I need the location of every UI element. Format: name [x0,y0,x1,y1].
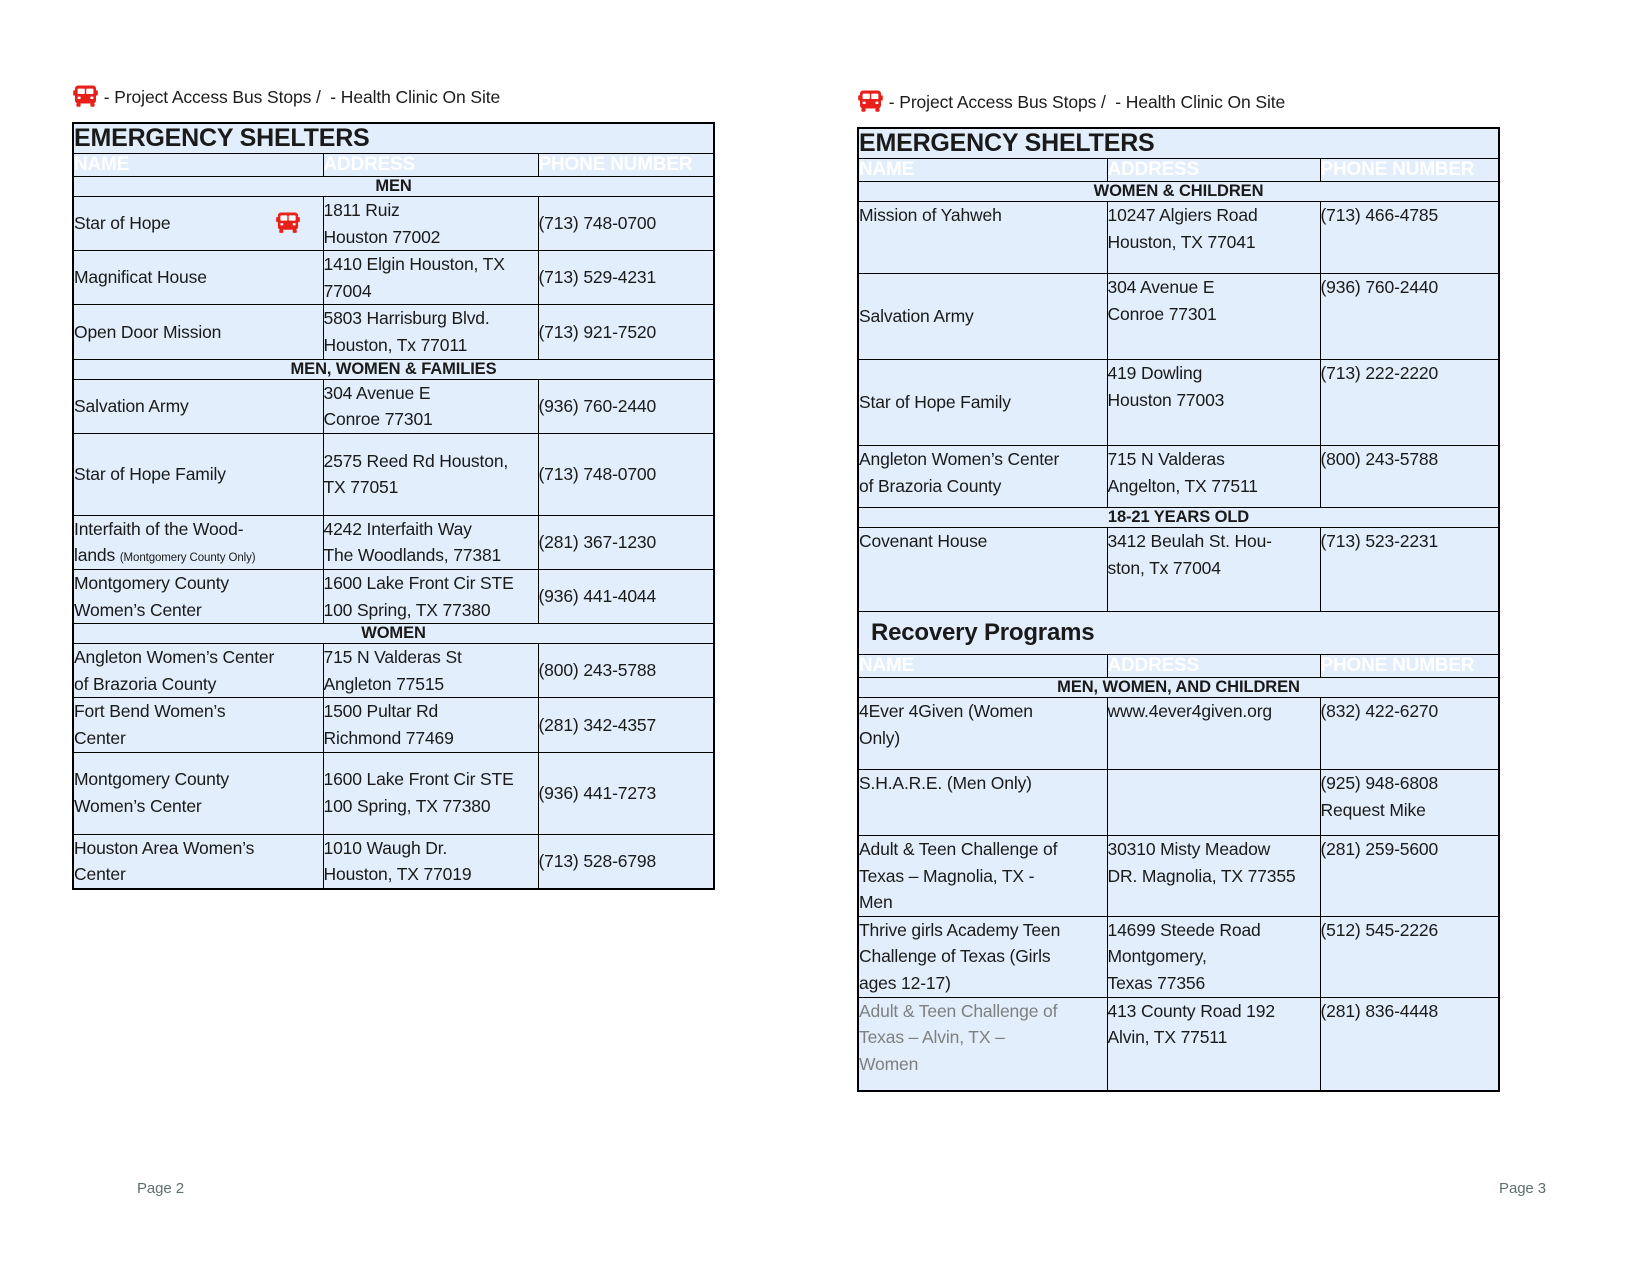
address-line: 1410 Elgin Houston, TX [323,254,505,275]
program-address [1107,698,1320,770]
table-title: EMERGENCY SHELTERS [73,123,714,154]
shelter-name: Salvation Army [73,379,323,433]
address-line: 77004 [323,280,372,301]
program-name-line: Adult & Teen Challenge of [859,839,1058,859]
section-heading-men: MEN [73,177,714,197]
address-line: Angleton 77515 [323,673,445,694]
shelter-address [323,698,538,752]
program-phone: (832) 422-6270 [1320,698,1499,770]
program-name [858,836,1107,917]
column-header-phone: PHONE NUMBER [538,154,714,177]
table-row [858,698,1499,770]
page-3 [825,0,1650,1275]
page-footer-2: Page 2 [137,1180,184,1197]
shelter-phone: (281) 342-4357 [538,698,714,752]
section-heading-women: WOMEN [73,624,714,644]
section-header-row [858,678,1499,698]
address-line: 10247 Algiers Road [1107,205,1258,225]
address-line: 1500 Pultar Rd [323,701,439,722]
shelter-name-text: Star of Hope [74,213,171,234]
shelter-address [323,752,538,834]
program-name: S.H.A.R.E. (Men Only) [858,770,1107,836]
table-row [73,834,714,889]
address-line: 5803 Harrisburg Blvd. [323,308,490,329]
recovery-programs-title: Recovery Programs [858,612,1499,655]
shelter-phone: (281) 367-1230 [538,515,714,569]
column-header-name: NAME [858,159,1107,182]
address-line: The Woodlands, 77381 [323,545,502,566]
legend-line [857,85,1650,119]
shelter-name-line: Houston Area Women’s [74,837,255,858]
section-heading-women-children: WOMEN & CHILDREN [858,182,1499,202]
section-header-row [73,177,714,197]
program-name-line: Women [859,1053,919,1074]
shelter-address [323,834,538,889]
program-name-line: Texas – Alvin, TX – [859,1027,1005,1048]
program-address [1107,770,1320,836]
program-address [1107,836,1320,917]
shelter-address [1107,274,1320,360]
shelter-name-line: Interfaith of the Wood- [74,518,244,539]
program-name-line: ages 12-17) [859,972,951,993]
section-heading-men-women-and-children: MEN, WOMEN, AND CHILDREN [858,678,1499,698]
shelter-phone: (713) 523-2231 [1320,528,1499,612]
column-header-phone: PHONE NUMBER [1320,159,1499,182]
address-line: DR. Magnolia, TX 77355 [1107,865,1296,886]
address-line: 1811 Ruiz [323,200,400,220]
shelter-phone: (800) 243-5788 [1320,446,1499,508]
shelter-phone: (936) 441-7273 [538,752,714,834]
shelter-name [73,834,323,889]
address-line: Richmond 77469 [323,727,454,748]
shelter-address [323,644,538,698]
address-line: Texas 77356 [1107,972,1206,993]
section-header-row [858,508,1499,528]
shelter-name [73,644,323,698]
program-address [1107,997,1320,1091]
address-line: 1010 Waugh Dr. [323,837,448,858]
program-phone [1320,770,1499,836]
program-name-line: Only) [859,727,901,748]
address-line: 715 N Valderas [1107,449,1225,469]
shelter-address [323,433,538,515]
shelter-phone: (800) 243-5788 [538,644,714,698]
address-line: Houston 77002 [323,226,441,247]
program-name-line: Challenge of Texas (Girls [859,946,1051,967]
address-line: 1600 Lake Front Cir STE [323,769,514,790]
section-header-row [73,359,714,379]
phone-note: Request Mike [1320,799,1426,820]
address-line: TX 77051 [323,477,399,498]
shelter-name [73,698,323,752]
address-line: 419 Dowling [1107,363,1203,383]
table-row [73,515,714,569]
shelter-name-line: Center [74,727,126,748]
shelter-name-note: (Montgomery County Only) [119,552,256,565]
shelter-phone: (713) 528-6798 [538,834,714,889]
address-line: 2575 Reed Rd Houston, [323,450,509,471]
shelter-phone: (936) 760-2440 [538,379,714,433]
program-name-line: Men [859,892,893,913]
shelter-name-line: Montgomery County [74,572,230,593]
shelter-address [323,569,538,623]
address-line: 1600 Lake Front Cir STE [323,572,514,593]
shelter-address [323,197,538,251]
address-line: Angelton, TX 77511 [1107,475,1258,496]
shelter-name: Covenant House [858,528,1107,612]
page-footer-3: Page 3 [1499,1180,1546,1197]
shelter-phone: (936) 760-2440 [1320,274,1499,360]
shelter-address [323,251,538,305]
section-header-row [73,624,714,644]
shelter-phone: (713) 921-7520 [538,305,714,359]
shelter-name-line: lands [74,545,116,566]
shelter-phone: (713) 748-0700 [538,197,714,251]
table-row [73,752,714,834]
table-row [73,569,714,623]
address-line: Houston, TX 77041 [1107,231,1256,252]
shelter-name-line: Angleton Women’s Center [74,647,275,668]
phone-line: (925) 948-6808 [1320,773,1439,793]
table-row [858,997,1499,1091]
table-row [858,770,1499,836]
shelter-name-line: Women’s Center [74,599,202,620]
table-row [858,274,1499,360]
address-line: Conroe 77301 [1107,303,1217,324]
shelter-name: Magnificat House [73,251,323,305]
shelter-name-line: Montgomery County [74,769,230,790]
shelter-name: Salvation Army [858,274,1107,360]
table-row [858,202,1499,274]
column-header-address: ADDRESS [1107,655,1320,678]
table-row [73,197,714,251]
address-line: 100 Spring, TX 77380 [323,599,491,620]
program-phone: (281) 259-5600 [1320,836,1499,917]
shelter-address [323,379,538,433]
shelter-name [73,197,323,251]
address-line: 413 County Road 192 [1107,1000,1275,1021]
program-name-line: Adult & Teen Challenge of [859,1000,1058,1021]
shelter-name: Star of Hope Family [73,433,323,515]
shelter-phone: (713) 529-4231 [538,251,714,305]
legend-text: - Project Access Bus Stops / - Health Clinic On Site [884,91,1286,112]
shelter-name: Star of Hope Family [858,360,1107,446]
shelter-name-line: Women’s Center [74,796,202,816]
table-title-row [73,123,714,154]
program-name [858,698,1107,770]
section-header-row [858,182,1499,202]
section-heading-18-21-years-old: 18-21 YEARS OLD [858,508,1499,528]
bus-icon [72,84,99,110]
table-title-row [858,612,1499,655]
shelter-name-line: Angleton Women’s Center [859,449,1060,469]
shelter-name [858,446,1107,508]
column-header-address: ADDRESS [323,154,538,177]
table-title-row [858,128,1499,159]
shelter-phone: (713) 748-0700 [538,433,714,515]
address-line: Alvin, TX 77511 [1107,1027,1228,1048]
address-line: Houston, TX 77019 [323,864,472,885]
address-line: Conroe 77301 [323,409,433,430]
address-line: 100 Spring, TX 77380 [323,796,491,816]
shelter-phone: (936) 441-4044 [538,569,714,623]
program-name-line: Texas – Magnolia, TX - [859,865,1035,886]
shelter-name [73,569,323,623]
column-header-phone: PHONE NUMBER [1320,655,1499,678]
program-phone: (281) 836-4448 [1320,997,1499,1091]
address-line: 304 Avenue E [323,382,431,403]
address-line: www.4ever4given.org [1107,701,1272,721]
program-name-line: 4Ever 4Given (Women [859,701,1033,721]
table-row [73,698,714,752]
address-line: 4242 Interfaith Way [323,518,472,539]
shelter-name-line: of Brazoria County [859,475,1002,496]
shelter-address [1107,360,1320,446]
column-header-row [858,655,1499,678]
address-line: Houston 77003 [1107,389,1225,410]
shelter-name-line: Fort Bend Women’s [74,701,226,722]
table-row [73,305,714,359]
shelter-address [1107,202,1320,274]
address-line: 3412 Beulah St. Hou- [1107,531,1272,551]
address-line: Houston, Tx 77011 [323,334,468,355]
table-title: EMERGENCY SHELTERS [858,128,1499,159]
column-header-row [858,159,1499,182]
program-address [1107,916,1320,997]
shelter-name: Mission of Yahweh [858,202,1107,274]
table-row [73,379,714,433]
table-row [73,251,714,305]
section-heading-men-women-families: MEN, WOMEN & FAMILIES [73,359,714,379]
column-header-name: NAME [858,655,1107,678]
column-header-row [73,154,714,177]
shelter-name-line: Center [74,864,126,885]
emergency-shelters-table-page2 [72,122,715,890]
address-line: 30310 Misty Meadow [1107,839,1271,859]
shelter-phone: (713) 466-4785 [1320,202,1499,274]
table-row [73,644,714,698]
address-line: 14699 Steede Road [1107,919,1261,940]
bus-stop-icon [275,211,323,236]
bus-icon [857,89,884,115]
program-phone: (512) 545-2226 [1320,916,1499,997]
shelter-name [73,515,323,569]
legend-line [72,80,825,114]
shelter-name: Open Door Mission [73,305,323,359]
program-name [858,916,1107,997]
shelter-phone: (713) 222-2220 [1320,360,1499,446]
table-row [73,433,714,515]
column-header-address: ADDRESS [1107,159,1320,182]
table-row [858,360,1499,446]
program-name [858,997,1107,1091]
table-row [858,446,1499,508]
shelter-address [1107,528,1320,612]
shelter-address [323,305,538,359]
shelter-address [323,515,538,569]
address-line: 304 Avenue E [1107,277,1215,297]
table-row [858,836,1499,917]
shelter-name [73,752,323,834]
address-line: ston, Tx 77004 [1107,557,1221,578]
table-row [858,528,1499,612]
emergency-shelters-table-page3 [857,127,1500,1092]
program-name-line: Thrive girls Academy Teen [859,919,1061,940]
address-line: 715 N Valderas St [323,647,462,668]
address-line: Montgomery, [1107,946,1207,967]
legend-text: - Project Access Bus Stops / - Health Clinic On Site [99,86,501,107]
shelter-name-line: of Brazoria County [74,673,217,694]
column-header-name: NAME [73,154,323,177]
table-row [858,916,1499,997]
shelter-address [1107,446,1320,508]
